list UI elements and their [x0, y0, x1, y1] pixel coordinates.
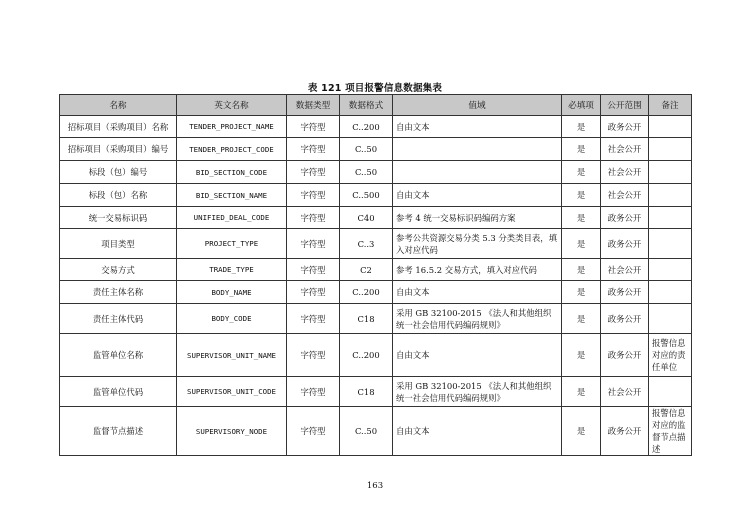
- cell-range: 自由文本: [393, 407, 562, 456]
- cell-name: 监督节点描述: [60, 407, 177, 456]
- cell-type: 字符型: [287, 407, 340, 456]
- cell-range: 自由文本: [393, 281, 562, 304]
- table-row: [60, 334, 692, 377]
- cell-required: 是: [562, 161, 601, 184]
- cell-english-name: SUPERVISOR_UNIT_CODE: [177, 377, 287, 407]
- cell-required: 是: [562, 407, 601, 456]
- table-row: [60, 259, 692, 281]
- cell-range: 参考公共资源交易分类 5.3 分类类目表，填入对应代码: [393, 229, 562, 259]
- cell-english-name: BID_SECTION_CODE: [177, 161, 287, 184]
- cell-note: 报警信息对应的责任单位: [649, 334, 692, 377]
- cell-format: C..50: [340, 407, 393, 456]
- cell-format: C18: [340, 304, 393, 334]
- cell-format: C..50: [340, 161, 393, 184]
- cell-name: 监管单位代码: [60, 377, 177, 407]
- cell-name: 交易方式: [60, 259, 177, 281]
- cell-type: 字符型: [287, 138, 340, 161]
- cell-english-name: BODY_CODE: [177, 304, 287, 334]
- table-row: [60, 229, 692, 259]
- header-row: [60, 95, 692, 116]
- cell-type: 字符型: [287, 304, 340, 334]
- cell-scope: 政务公开: [601, 304, 649, 334]
- cell-scope: 政务公开: [601, 334, 649, 377]
- cell-english-name: PROJECT_TYPE: [177, 229, 287, 259]
- cell-name: 招标项目（采购项目）编号: [60, 138, 177, 161]
- table-row: [60, 207, 692, 229]
- cell-format: C18: [340, 377, 393, 407]
- table-row: [60, 407, 692, 456]
- cell-required: 是: [562, 116, 601, 138]
- cell-required: 是: [562, 281, 601, 304]
- cell-name: 项目类型: [60, 229, 177, 259]
- table-row: [60, 116, 692, 138]
- cell-note: [649, 281, 692, 304]
- cell-required: 是: [562, 377, 601, 407]
- cell-type: 字符型: [287, 207, 340, 229]
- cell-format: C40: [340, 207, 393, 229]
- cell-note: [649, 116, 692, 138]
- cell-name: 招标项目（采购项目）名称: [60, 116, 177, 138]
- cell-english-name: TENDER_PROJECT_NAME: [177, 116, 287, 138]
- cell-type: 字符型: [287, 377, 340, 407]
- cell-format: C..200: [340, 116, 393, 138]
- cell-type: 字符型: [287, 259, 340, 281]
- cell-range: 自由文本: [393, 334, 562, 377]
- cell-format: C..200: [340, 334, 393, 377]
- cell-required: 是: [562, 138, 601, 161]
- cell-english-name: SUPERVISOR_UNIT_NAME: [177, 334, 287, 377]
- cell-required: 是: [562, 259, 601, 281]
- cell-range: [393, 161, 562, 184]
- table-row: [60, 304, 692, 334]
- cell-scope: 社会公开: [601, 377, 649, 407]
- cell-format: C..50: [340, 138, 393, 161]
- cell-english-name: BODY_NAME: [177, 281, 287, 304]
- cell-format: C2: [340, 259, 393, 281]
- cell-required: 是: [562, 304, 601, 334]
- header-public-scope: 公开范围: [601, 95, 649, 116]
- cell-note: [649, 138, 692, 161]
- cell-type: 字符型: [287, 161, 340, 184]
- cell-note: [649, 229, 692, 259]
- cell-range: 自由文本: [393, 184, 562, 207]
- cell-range: 采用 GB 32100-2015 《法人和其他组织统一社会信用代码编码规则》: [393, 377, 562, 407]
- cell-note: [649, 184, 692, 207]
- cell-required: 是: [562, 334, 601, 377]
- cell-note: [649, 161, 692, 184]
- cell-name: 监管单位名称: [60, 334, 177, 377]
- cell-note: 报警信息对应的监督节点描述: [649, 407, 692, 456]
- table-row: [60, 377, 692, 407]
- cell-english-name: TRADE_TYPE: [177, 259, 287, 281]
- cell-scope: 政务公开: [601, 116, 649, 138]
- cell-scope: 政务公开: [601, 407, 649, 456]
- cell-scope: 政务公开: [601, 229, 649, 259]
- header-note: 备注: [649, 95, 692, 116]
- table-caption: 表 121 项目报警信息数据集表: [307, 83, 443, 94]
- cell-format: C..500: [340, 184, 393, 207]
- cell-range: [393, 138, 562, 161]
- cell-range: 采用 GB 32100-2015 《法人和其他组织统一社会信用代码编码规则》: [393, 304, 562, 334]
- cell-name: 责任主体代码: [60, 304, 177, 334]
- cell-scope: 政务公开: [601, 281, 649, 304]
- cell-type: 字符型: [287, 116, 340, 138]
- cell-scope: 社会公开: [601, 161, 649, 184]
- cell-scope: 社会公开: [601, 259, 649, 281]
- cell-format: C..3: [340, 229, 393, 259]
- cell-range: 参考 4 统一交易标识码编码方案: [393, 207, 562, 229]
- cell-required: 是: [562, 207, 601, 229]
- cell-note: [649, 207, 692, 229]
- header-data-format: 数据格式: [340, 95, 393, 116]
- table-row: [60, 184, 692, 207]
- cell-name: 标段（包）名称: [60, 184, 177, 207]
- cell-type: 字符型: [287, 184, 340, 207]
- header-english-name: 英文名称: [177, 95, 287, 116]
- page-number: 163: [366, 481, 384, 491]
- cell-note: [649, 377, 692, 407]
- cell-english-name: UNIFIED_DEAL_CODE: [177, 207, 287, 229]
- cell-english-name: SUPERVISORY_NODE: [177, 407, 287, 456]
- header-data-type: 数据类型: [287, 95, 340, 116]
- table-row: [60, 281, 692, 304]
- cell-name: 统一交易标识码: [60, 207, 177, 229]
- data-set-table: [59, 94, 692, 456]
- header-required: 必填项: [562, 95, 601, 116]
- cell-type: 字符型: [287, 334, 340, 377]
- cell-english-name: BID_SECTION_NAME: [177, 184, 287, 207]
- cell-format: C..200: [340, 281, 393, 304]
- cell-name: 标段（包）编号: [60, 161, 177, 184]
- table-row: [60, 161, 692, 184]
- header-value-range: 值域: [393, 95, 562, 116]
- cell-scope: 政务公开: [601, 207, 649, 229]
- cell-note: [649, 259, 692, 281]
- cell-type: 字符型: [287, 281, 340, 304]
- cell-scope: 社会公开: [601, 138, 649, 161]
- cell-note: [649, 304, 692, 334]
- cell-type: 字符型: [287, 229, 340, 259]
- cell-scope: 社会公开: [601, 184, 649, 207]
- table-row: [60, 138, 692, 161]
- cell-english-name: TENDER_PROJECT_CODE: [177, 138, 287, 161]
- cell-required: 是: [562, 184, 601, 207]
- header-name: 名称: [60, 95, 177, 116]
- cell-range: 自由文本: [393, 116, 562, 138]
- cell-name: 责任主体名称: [60, 281, 177, 304]
- cell-required: 是: [562, 229, 601, 259]
- cell-range: 参考 16.5.2 交易方式，填入对应代码: [393, 259, 562, 281]
